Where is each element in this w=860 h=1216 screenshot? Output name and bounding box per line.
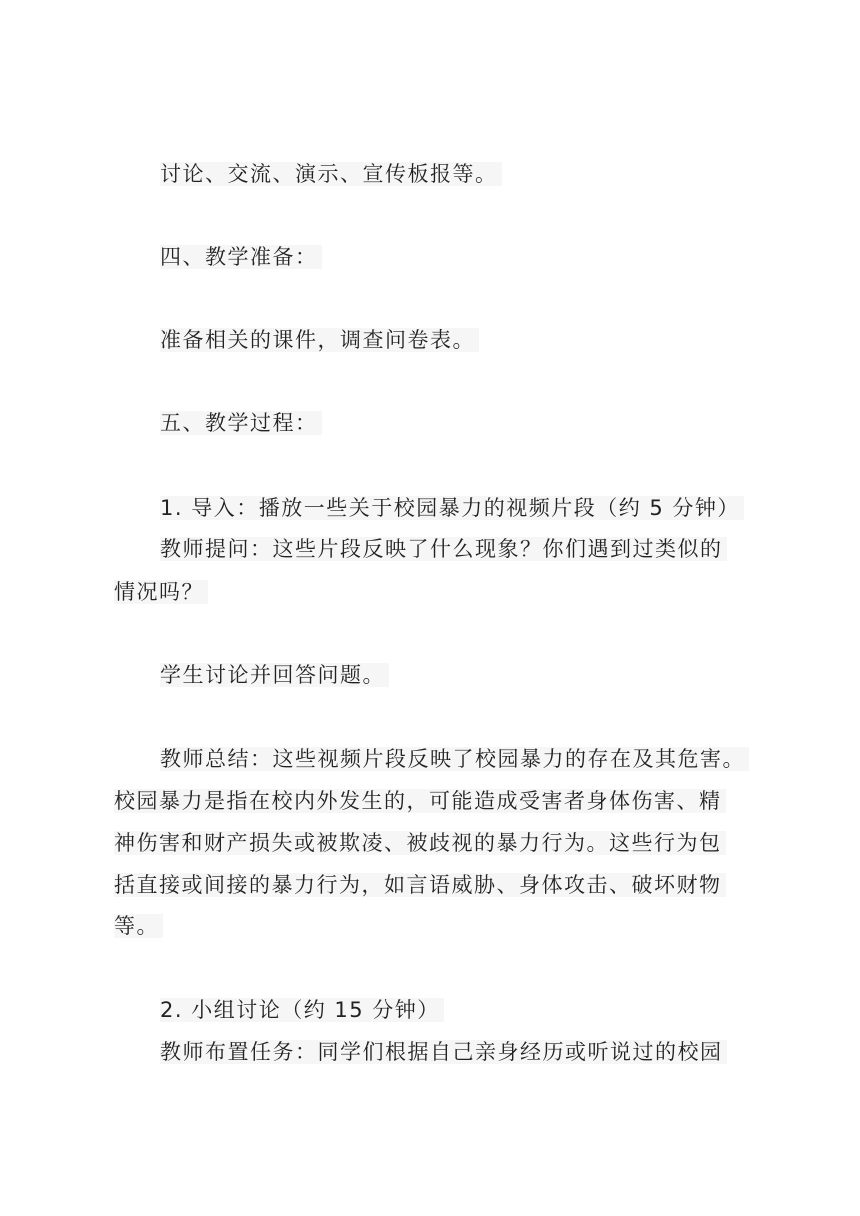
paragraph-teacher-summary-line3: 神伤害和财产损失或被欺凌、被歧视的暴力行为。这些行为包 (114, 823, 726, 863)
step-heading-group-discussion: 2. 小组讨论（约 15 分钟） (160, 990, 444, 1030)
paragraph-student-discussion: 学生讨论并回答问题。 (160, 655, 389, 695)
paragraph-teacher-question-line2: 情况吗？ (114, 572, 208, 612)
paragraph-teacher-summary-line1: 教师总结：这些视频片段反映了校园暴力的存在及其危害。 (160, 739, 749, 779)
paragraph-preparation: 准备相关的课件，调查问卷表。 (160, 320, 479, 360)
paragraph-teacher-summary-line2: 校园暴力是指在校内外发生的，可能造成受害者身体伤害、精 (114, 781, 726, 821)
paragraph-methods: 讨论、交流、演示、宣传板报等。 (160, 154, 502, 194)
paragraph-teacher-summary-line4: 括直接或间接的暴力行为，如言语威胁、身体攻击、破坏财物 (114, 865, 726, 905)
section-heading-preparation: 四、教学准备： (160, 237, 322, 277)
paragraph-teacher-task: 教师布置任务：同学们根据自己亲身经历或听说过的校园 (160, 1032, 727, 1072)
paragraph-teacher-summary-line5: 等。 (114, 906, 163, 946)
section-heading-process: 五、教学过程： (160, 403, 322, 443)
step-heading-intro: 1. 导入：播放一些关于校园暴力的视频片段（约 5 分钟） (160, 488, 744, 528)
paragraph-teacher-question-line1: 教师提问：这些片段反映了什么现象？你们遇到过类似的 (160, 529, 727, 569)
